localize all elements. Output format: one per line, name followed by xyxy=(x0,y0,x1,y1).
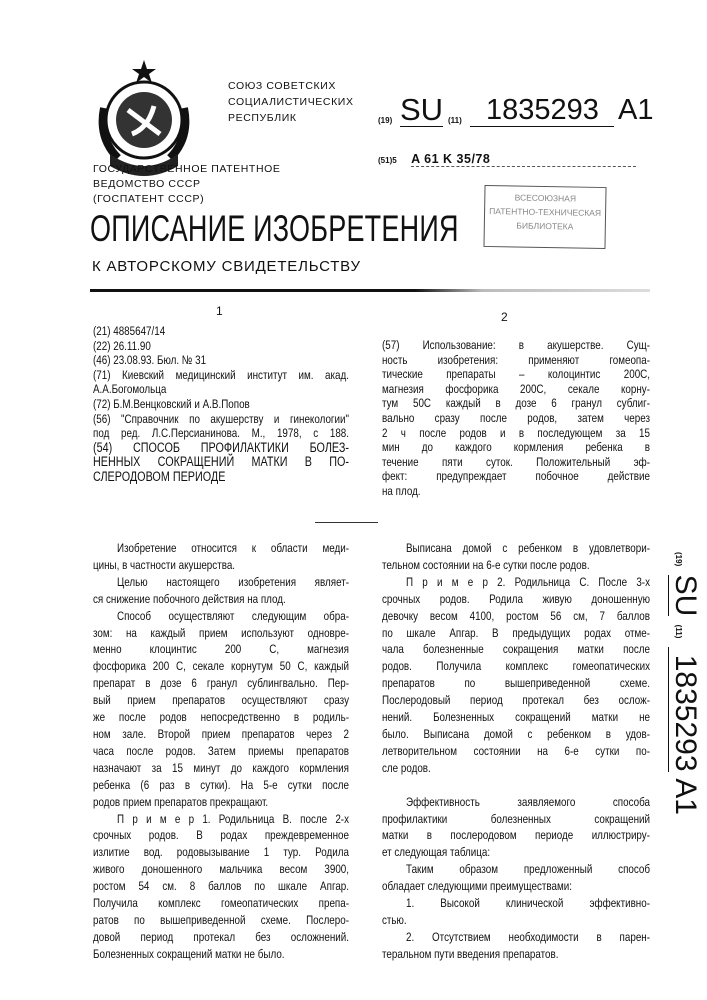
text-line: тельном состоянии на 6-е сутки после родов. xyxy=(382,557,650,574)
text-line: П р и м е р 1. Родильница В. после 2-х xyxy=(93,811,349,828)
office-line: ВЕДОМСТВО СССР xyxy=(93,177,281,192)
text-line: 2 ч после родов и в последующем за 15 xyxy=(382,426,650,441)
description-column-left xyxy=(93,540,349,963)
text-line: 1. Высокой клинической эффективно- xyxy=(382,895,650,912)
side-code-11: (11) xyxy=(674,625,683,639)
text-line: Получила комплекс гомеопатических препа- xyxy=(93,895,349,912)
text-line: П р и м е р 2. Родильница С. После 3-х xyxy=(382,574,650,591)
blank-line xyxy=(382,777,650,794)
text-line: А.А.Богомольца xyxy=(93,382,349,397)
union-line: СОЦИАЛИСТИЧЕСКИХ xyxy=(228,94,354,110)
bibliographic-data xyxy=(93,324,349,485)
code-19: (19) xyxy=(378,116,392,125)
text-line: срочных родов. В родах преждевременное xyxy=(93,827,349,844)
text-line: ет следующая таблица: xyxy=(382,844,650,861)
side-patent-number xyxy=(661,552,702,815)
stamp-line: БИБЛИОТЕКА xyxy=(485,218,605,234)
text-line: тум 50С каждый в дозе 6 гранул сублиг- xyxy=(382,396,650,411)
text-line: было. Выписана домой с ребенком в удов- xyxy=(382,726,650,743)
ipc-class: A 61 K 35/78 xyxy=(411,152,636,167)
office-line: (ГОСПАТЕНТ СССР) xyxy=(93,192,281,207)
text-line: часа после родов. Затем приемы препаратов xyxy=(93,743,349,760)
text-line: ратов по вышеприведенной схеме. Послеро- xyxy=(93,912,349,929)
text-line: тические препараты – колоцинтис 200С, xyxy=(382,367,650,382)
header-rule xyxy=(90,289,650,292)
text-line: ном зале. Второй прием препаратов через 2 xyxy=(93,726,349,743)
text-line: по шкале Апгар. В предыдущих родах отме- xyxy=(382,625,650,642)
text-line: ребенка (6 раз в сутки). На 5-е сутки после xyxy=(93,777,349,794)
side-number: 1835293 xyxy=(668,647,702,772)
text-line: (71) Киевский медицинский институт им. акад. xyxy=(93,368,349,383)
library-stamp xyxy=(483,185,606,249)
column-number-1: 1 xyxy=(216,304,223,318)
text-line: магнезия фосфорика 200С, секале корну- xyxy=(382,382,650,397)
text-line: Болезненных сокращений матки не было. xyxy=(93,946,349,963)
text-line: обладает следующими преимуществами: xyxy=(382,878,650,895)
text-line: (54) СПОСОБ ПРОФИЛАКТИКИ БОЛЕЗ- xyxy=(93,441,349,456)
side-kind: A1 xyxy=(669,778,702,815)
text-line: 2. Отсутствием необходимости в парен- xyxy=(382,929,650,946)
text-line: Выписана домой с ребенком в удовлетвори- xyxy=(382,540,650,557)
abstract xyxy=(382,338,650,499)
description-column-right xyxy=(382,540,650,963)
column-number-2: 2 xyxy=(501,310,508,324)
text-line: ность изобретения: применяют гомеопа- xyxy=(382,353,650,368)
text-line: излитие вод. родовызывание 1 тур. Родила xyxy=(93,844,349,861)
text-line: живого доношенного мальчика весом 3900, xyxy=(93,861,349,878)
stamp-line: ПАТЕНТНО-ТЕХНИЧЕСКАЯ xyxy=(485,204,605,220)
country-code: SU xyxy=(400,94,443,127)
text-line: (21) 4885647/14 xyxy=(93,324,349,339)
text-line: ся снижение побочного действия на плод. xyxy=(93,591,349,608)
patent-number-line xyxy=(378,96,650,130)
ipc-line xyxy=(378,150,650,168)
text-line: сле родов. xyxy=(382,760,650,777)
text-line: зом: на каждый прием используют одновре- xyxy=(93,625,349,642)
text-line: течение пяти суток. Положительный эф- xyxy=(382,455,650,470)
text-line: препарат в дозе 6 гранул сублингвально. Пер- xyxy=(93,675,349,692)
text-line: менно клоцинтис 200 С, магнезия xyxy=(93,641,349,658)
patent-office xyxy=(93,162,281,207)
text-line: стью. xyxy=(382,912,650,929)
document-title: ОПИСАНИЕ ИЗОБРЕТЕНИЯ xyxy=(90,209,459,249)
text-line: Таким образом предложенный способ xyxy=(382,861,650,878)
patent-number: 1835293 xyxy=(470,94,614,127)
text-line: Изобретение относится к области меди- xyxy=(93,540,349,557)
text-line: срочных родов. Родила живую доношенную xyxy=(382,591,650,608)
text-line: на плод. xyxy=(382,484,650,499)
text-line: Целью настоящего изобретения являет- xyxy=(93,574,349,591)
section-divider xyxy=(315,522,378,523)
side-country: SU xyxy=(668,575,702,617)
text-line: довой период протекал без осложнений. xyxy=(93,929,349,946)
text-line: же после родов непосредственно в родиль- xyxy=(93,709,349,726)
text-line: фосфорика 200 С, секале корнутум 50 С, каждый xyxy=(93,658,349,675)
text-line: (57) Использование: в акушерстве. Сущ- xyxy=(382,338,650,353)
text-line: вально сразу после родов, затем через xyxy=(382,411,650,426)
text-line: ростом 54 см. 8 баллов по шкале Апгар. xyxy=(93,878,349,895)
text-line: под ред. Л.С.Персианинова. М., 1978, с 188. xyxy=(93,426,349,441)
document-subtitle: К АВТОРСКОМУ СВИДЕТЕЛЬСТВУ xyxy=(92,258,361,275)
side-code-19: (19) xyxy=(674,552,683,566)
text-line: матки в послеродовом периоде иллюстриру- xyxy=(382,827,650,844)
union-line: РЕСПУБЛИК xyxy=(228,110,354,126)
text-line: летворительном состоянии на 6-е сутки по- xyxy=(382,743,650,760)
text-line: препаратов по вышеприведенной схеме. xyxy=(382,675,650,692)
text-line: цины, в частности акушерства. xyxy=(93,557,349,574)
text-line: Эффективность заявляемого способа xyxy=(382,794,650,811)
text-line: чала болезненные сокращения матки после xyxy=(382,641,650,658)
text-line: профилактики болезненных сокращений xyxy=(382,811,650,828)
text-line: мин до каждого кормления ребенка в xyxy=(382,440,650,455)
text-line: теральном пути введения препаратов. xyxy=(382,946,650,963)
office-line: ГОСУДАРСТВЕННОЕ ПАТЕНТНОЕ xyxy=(93,162,281,177)
kind-code: A1 xyxy=(618,94,653,126)
stamp-line: ВСЕСОЮЗНАЯ xyxy=(485,190,605,206)
code-11: (11) xyxy=(448,116,462,125)
text-line: фект: предупреждает побочное действие xyxy=(382,469,650,484)
text-line: СЛЕРОДОВОМ ПЕРИОДЕ xyxy=(93,470,349,485)
text-line: назначают за 15 минут до каждого кормления xyxy=(93,760,349,777)
text-line: (72) Б.М.Венцковский и А.В.Попов xyxy=(93,397,349,412)
text-line: Способ осуществляют следующим обра- xyxy=(93,608,349,625)
union-line: СОЮЗ СОВЕТСКИХ xyxy=(228,78,354,94)
text-line: Послеродовый период протекал без ослож- xyxy=(382,692,650,709)
text-line: родов. Получила комплекс гомеопатических xyxy=(382,658,650,675)
text-line: девочку весом 4100, ростом 56 см, 7 баллов xyxy=(382,608,650,625)
text-line: НЕННЫХ СОКРАЩЕНИЙ МАТКИ В ПО- xyxy=(93,455,349,470)
code-51: (51)5 xyxy=(378,156,397,165)
text-line: (22) 26.11.90 xyxy=(93,339,349,354)
text-line: (56) "Справочник по акушерству и гинекологии" xyxy=(93,412,349,427)
text-line: нений. Болезненных сокращений матки не xyxy=(382,709,650,726)
union-name xyxy=(228,78,354,126)
text-line: (46) 23.08.93. Бюл. № 31 xyxy=(93,353,349,368)
text-line: родов прием препаратов прекращают. xyxy=(93,794,349,811)
text-line: вый прием препаратов осуществляют сразу xyxy=(93,692,349,709)
